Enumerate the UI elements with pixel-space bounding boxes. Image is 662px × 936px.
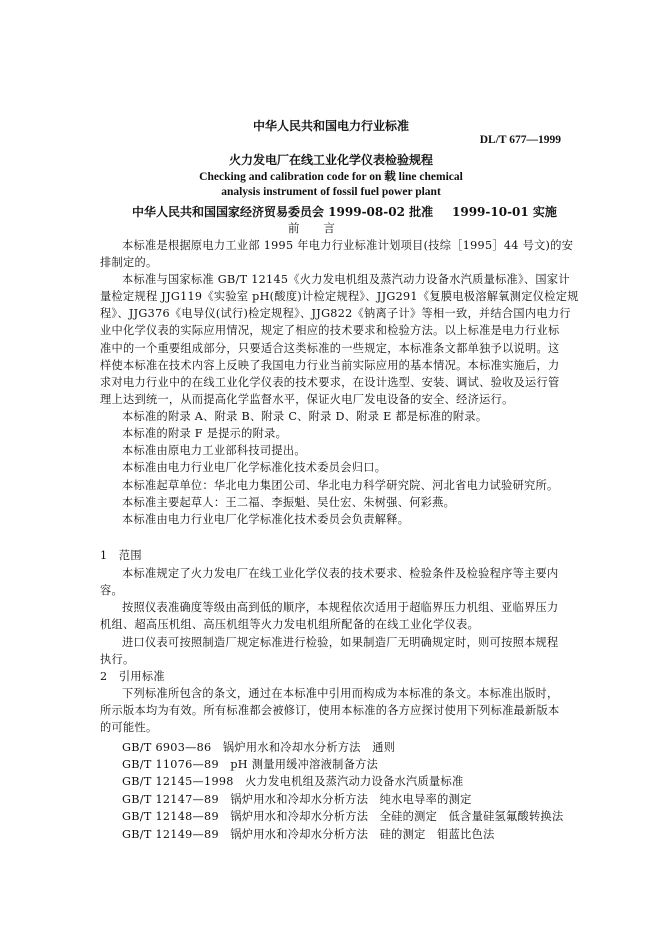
foreword-line: 本标准由电力行业电厂化学标准化技术委员会负责解释。	[122, 513, 410, 526]
reference-item: GB/T 12147—89 锅炉用水和冷却水分析方法 纯水电导率的测定	[122, 793, 472, 806]
foreword-line: 程》、JJG376《电导仪(试行)检定规程》、JJG822《钠离子计》等相一致，并结合国内电力行	[100, 307, 571, 320]
foreword-line: 本标准主要起草人：王二福、李振魁、吴仕宏、朱树强、何彩燕。	[122, 496, 456, 509]
issuing-org: 中华人民共和国电力行业标准	[252, 119, 409, 133]
foreword-line: 本标准是根据原电力工业部 1995 年电力行业标准计划项目(技综［1995］44 号文)的安	[122, 239, 574, 252]
foreword-line: 本标准与国家标准 GB/T 12145《火力发电机组及蒸汽动力设备水汽质量标准》、国家计	[122, 273, 570, 286]
title-en-line-2: analysis instrument of fossil fuel power plant	[221, 186, 441, 198]
foreword-line: 量检定规程 JJG119《实验室 pH(酸度)计检定规程》、JJG291《复膜电极溶解氧测定仪检定规	[100, 290, 579, 303]
foreword-line: 理上达到统一，从而提高化学监督水平，保证火电厂发电设备的安全、经济运行。	[100, 393, 514, 406]
foreword-line: 本标准的附录 F 是提示的附录。	[122, 427, 288, 440]
foreword-line: 样使本标准在技术内容上反映了我国电力行业当前实际应用的基本情况。本标准实施后，力	[100, 359, 560, 372]
reference-item: GB/T 11076—89 pH 测量用缓冲溶液制备方法	[122, 758, 379, 771]
title-en-line-1: Checking and calibration code for on 载 line chemical	[199, 171, 463, 183]
section-1-line: 本标准规定了火力发电厂在线工业化学仪表的技术要求、检验条件及检验程序等主要内	[122, 567, 559, 580]
reference-item: GB/T 12148—89 锅炉用水和冷却水分析方法 全硅的测定 低含量硅氢氟酸转换法	[122, 810, 564, 823]
foreword-line: 本标准由电力行业电厂化学标准化技术委员会归口。	[122, 461, 387, 474]
foreword-line: 本标准的附录 A、附录 B、附录 C、附录 D、附录 E 都是标准的附录。	[122, 410, 488, 423]
foreword-line: 业中化学仪表的实际应用情况，规定了相应的技术要求和检验方法。以上标准是电力行业标	[100, 324, 560, 337]
approval-line: 中华人民共和国国家经济贸易委员会 1999-08-02 批准	[132, 205, 434, 219]
foreword-heading: 前 言	[288, 221, 336, 235]
foreword-line: 排制定的。	[100, 256, 158, 269]
section-2-line: 所示版本均为有效。所有标准都会被修订，使用本标准的各方应探讨使用下列标准最新版本	[100, 704, 560, 717]
reference-item: GB/T 6903—86 锅炉用水和冷却水分析方法 通则	[122, 741, 396, 754]
reference-item: GB/T 12149—89 锅炉用水和冷却水分析方法 硅的测定 钼蓝比色法	[122, 828, 495, 841]
standard-code: DL/T 677—1999	[479, 134, 561, 146]
foreword-line: 求对电力行业中的在线工业化学仪表的技术要求，在设计选型、安装、调试、验收及运行管	[100, 376, 560, 389]
foreword-line: 本标准起草单位：华北电力集团公司、华北电力科学研究院、河北省电力试验研究所。	[122, 479, 559, 492]
section-2-line: 的可能性。	[100, 721, 158, 734]
foreword-line: 准中的一个重要组成部分，只要适合这类标准的一些规定，本标准条文都单独予以说明。这	[100, 342, 560, 355]
foreword-line: 本标准由原电力工业部科技司提出。	[122, 444, 306, 457]
section-2-line: 下列标准所包含的条文，通过在本标准中引用而构成为本标准的条文。本标准出版时，	[122, 687, 559, 700]
title-cn: 火力发电厂在线工业化学仪表检验规程	[228, 153, 433, 167]
section-2-heading: 2 引用标准	[100, 670, 165, 683]
implementation-date: 1999-10-01 实施	[452, 205, 557, 219]
section-1-line: 进口仪表可按照制造厂规定标准进行检验，如果制造厂无明确规定时，则可按照本规程	[122, 636, 559, 649]
section-1-heading: 1 范围	[100, 549, 142, 562]
section-1-line: 机组、超高压机组、高压机组等火力发电机组所配备的在线工业化学仪表。	[100, 618, 480, 631]
reference-item: GB/T 12145—1998 火力发电机组及蒸汽动力设备水汽质量标准	[122, 775, 464, 788]
section-1-line: 容。	[100, 584, 123, 597]
section-1-line: 执行。	[100, 653, 135, 666]
section-1-line: 按照仪表准确度等级由高到低的顺序，本规程依次适用于超临界压力机组、亚临界压力	[122, 601, 559, 614]
